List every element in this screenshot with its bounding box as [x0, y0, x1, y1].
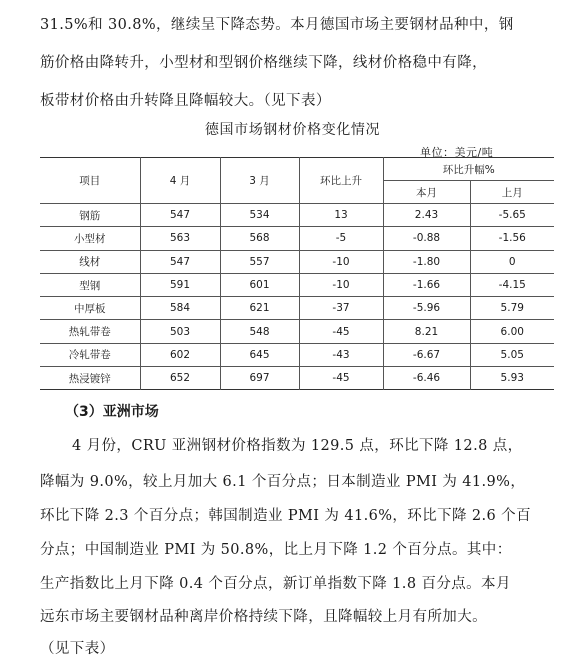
cell-this: -6.67: [383, 343, 470, 366]
table-row: [40, 273, 554, 296]
cell-mom: 13: [299, 204, 383, 227]
cell-item: 钢筋: [40, 204, 140, 227]
cell-item: 冷轧带卷: [40, 343, 140, 366]
table-unit: 单位：美元/吨: [420, 146, 494, 159]
cell-apr: 563: [140, 227, 220, 250]
cell-mar: 557: [220, 250, 299, 273]
cell-item: 热浸镀锌: [40, 367, 140, 390]
cell-apr: 652: [140, 367, 220, 390]
cell-mom: -37: [299, 297, 383, 320]
cell-last: 5.05: [470, 343, 554, 366]
cell-item: 中厚板: [40, 297, 140, 320]
cell-mar: 697: [220, 367, 299, 390]
table-row: [40, 297, 554, 320]
table-row: [40, 204, 554, 227]
cell-this: -6.46: [383, 367, 470, 390]
cell-mom: -10: [299, 273, 383, 296]
cell-item: 热轧带卷: [40, 320, 140, 343]
cell-last: 0: [470, 250, 554, 273]
cell-apr: 547: [140, 204, 220, 227]
header-this-month: 本月: [383, 181, 470, 204]
header-mar: 3 月: [220, 158, 299, 204]
table-row: [40, 250, 554, 273]
cell-this: -1.80: [383, 250, 470, 273]
cell-last: -4.15: [470, 273, 554, 296]
header-mom: 环比上升: [299, 158, 383, 204]
cell-mom: -10: [299, 250, 383, 273]
cell-this: -0.88: [383, 227, 470, 250]
header-last-month: 上月: [470, 181, 554, 204]
header-apr: 4 月: [140, 158, 220, 204]
cell-mom: -45: [299, 320, 383, 343]
body-line: 4 月份，CRU 亚洲钢材价格指数为 129.5 点，环比下降 12.8 点，: [72, 438, 523, 454]
header-item: 项目: [40, 158, 140, 204]
cell-last: -5.65: [470, 204, 554, 227]
cell-mom: -5: [299, 227, 383, 250]
body-line: 生产指数比上月下降 0.4 个百分点，新订单指数下降 1.8 百分点。本月: [40, 576, 511, 592]
cell-apr: 547: [140, 250, 220, 273]
cell-apr: 591: [140, 273, 220, 296]
cell-mar: 568: [220, 227, 299, 250]
cell-apr: 602: [140, 343, 220, 366]
intro-line: 筋价格由降转升，小型材和型钢价格继续下降，线材价格稳中有降，: [40, 55, 487, 71]
body-line: 降幅为 9.0%，较上月加大 6.1 个百分点；日本制造业 PMI 为 41.9%，: [40, 474, 526, 490]
cell-mar: 621: [220, 297, 299, 320]
cell-mom: -45: [299, 367, 383, 390]
body-line: （见下表）: [40, 641, 115, 657]
cell-mar: 534: [220, 204, 299, 227]
table-row: [40, 367, 554, 390]
cell-last: 6.00: [470, 320, 554, 343]
body-line: 远东市场主要钢材品种离岸价格持续下降，且降幅较上月有所加大。: [40, 609, 487, 625]
cell-mar: 645: [220, 343, 299, 366]
cell-last: -1.56: [470, 227, 554, 250]
body-line: 分点；中国制造业 PMI 为 50.8%，比上月下降 1.2 个百分点。其中：: [40, 542, 512, 558]
cell-apr: 503: [140, 320, 220, 343]
section-heading: （3）亚洲市场: [65, 404, 159, 420]
table-row: [40, 320, 554, 343]
cell-apr: 584: [140, 297, 220, 320]
intro-line: 31.5%和 30.8%，继续呈下降态势。本月德国市场主要钢材品种中，钢: [40, 17, 514, 33]
cell-item: 小型材: [40, 227, 140, 250]
cell-this: 2.43: [383, 204, 470, 227]
table-title: 德国市场钢材价格变化情况: [204, 122, 381, 138]
cell-mar: 548: [220, 320, 299, 343]
cell-this: -5.96: [383, 297, 470, 320]
cell-this: 8.21: [383, 320, 470, 343]
cell-this: -1.66: [383, 273, 470, 296]
cell-item: 线材: [40, 250, 140, 273]
cell-last: 5.93: [470, 367, 554, 390]
cell-item: 型钢: [40, 273, 140, 296]
body-line: 环比下降 2.3 个百分点；韩国制造业 PMI 为 41.6%，环比下降 2.6 个百: [40, 508, 531, 524]
cell-mar: 601: [220, 273, 299, 296]
intro-line: 板带材价格由升转降且降幅较大。（见下表）: [40, 93, 331, 109]
header-mom-pct: 环比升幅%: [383, 158, 554, 181]
cell-last: 5.79: [470, 297, 554, 320]
cell-mom: -43: [299, 343, 383, 366]
price-table: [40, 157, 554, 390]
table-row: [40, 227, 554, 250]
table-row: [40, 343, 554, 366]
